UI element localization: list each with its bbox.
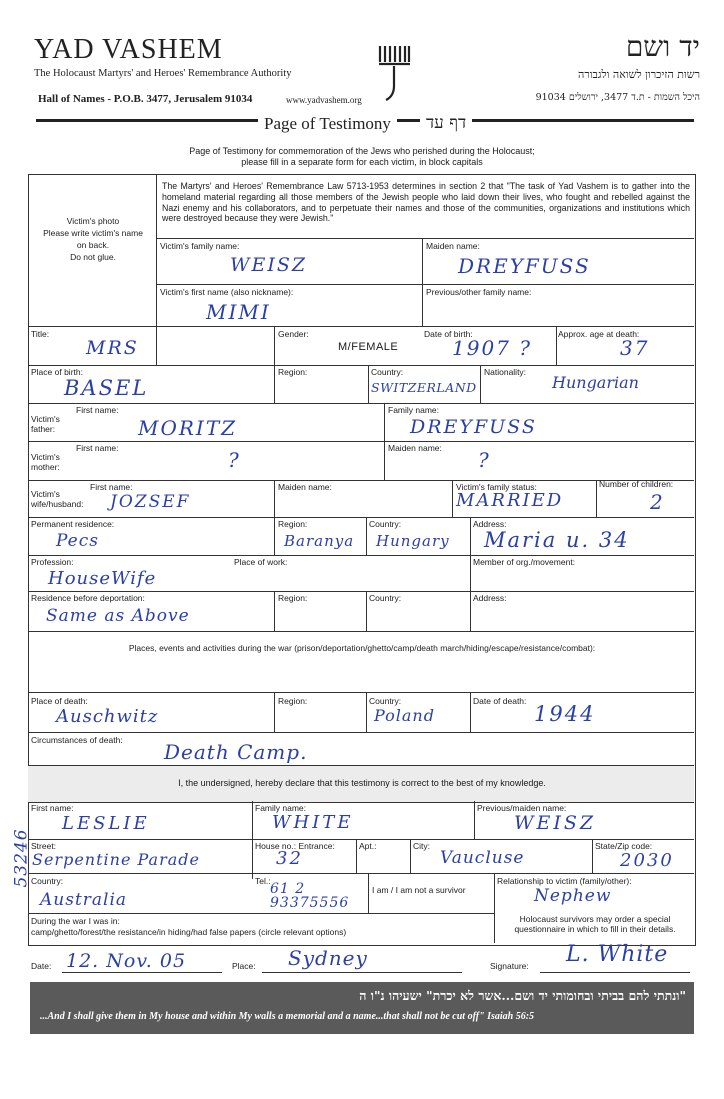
death-country-label: Country:: [369, 696, 402, 706]
father-family-name[interactable]: DREYFUSS: [410, 416, 537, 438]
tel-label: Tel.:: [255, 876, 271, 886]
street[interactable]: Serpentine Parade: [32, 850, 200, 869]
maiden-name[interactable]: DREYFUSS: [458, 254, 591, 278]
number-of-children[interactable]: 2: [650, 490, 665, 514]
wartime-events-label: Places, events and activities during the war (prison/deportation/ghetto/camp/death march/hiding/escape/resistance/combat):: [128, 643, 596, 653]
residence-region-label: Region:: [278, 519, 308, 529]
mother-label-1: Victim's: [31, 452, 60, 462]
title-label: Title:: [31, 329, 50, 339]
victim-family-name-label: Victim's family name:: [160, 241, 240, 251]
victim-first-name-label: Victim's first name (also nickname):: [160, 287, 294, 297]
death-country[interactable]: Poland: [374, 706, 435, 725]
profession-label: Profession:: [31, 557, 74, 567]
spouse-first-name[interactable]: JOZSEF: [110, 492, 191, 512]
residence-city[interactable]: Pecs: [56, 531, 99, 551]
relationship[interactable]: Nephew: [534, 886, 612, 906]
residence-before-deportation-label: Residence before deportation:: [31, 593, 145, 603]
member-of-org-label: Member of org./movement:: [473, 557, 576, 567]
date-of-birth-label: Date of birth:: [424, 329, 473, 339]
victim-family-name[interactable]: WEISZ: [230, 254, 308, 276]
deportation-country-label: Country:: [369, 593, 402, 603]
residence-address[interactable]: Maria u. 34: [484, 528, 630, 552]
house-number[interactable]: 32: [276, 848, 303, 869]
number-of-children-label: Number of children:: [599, 479, 674, 489]
mother-first-name-label: First name:: [76, 443, 119, 453]
hebrew-address: היכל השמות - ת.ד 3477, ירושלים 91034: [535, 92, 700, 103]
during-war-label-2[interactable]: camp/ghetto/forest/the resistance/in hiding/had false papers (circle relevant options): [31, 927, 347, 937]
residence-label: Permanent residence:: [31, 519, 115, 529]
father-label-1: Victim's: [31, 414, 60, 424]
submitter-family-name[interactable]: WHITE: [272, 812, 354, 833]
residence-address-label: Address:: [473, 519, 507, 529]
page-title: Page of Testimony: [258, 114, 397, 134]
birth-region-label: Region:: [278, 367, 308, 377]
signoff-place[interactable]: Sydney: [288, 946, 368, 970]
family-status[interactable]: MARRIED: [456, 490, 564, 511]
photo-box-line-1: Victim's photo: [66, 216, 120, 226]
spouse-label-2: wife/husband:: [31, 499, 84, 509]
gender-label: Gender:: [278, 329, 309, 339]
father-first-name[interactable]: MORITZ: [138, 416, 238, 440]
law-text: The Martyrs' and Heroes' Remembrance Law 5713-1953 determines in section 2 that "The task of Yad Vashem is to gather into the homeland material regarding all those members of the Jewish people who laid down their lives, who fought and rebelled against the Nazi enemy and his collaborators, and to perpetuate their names and those of the communities, organizations and institutions which were destroyed because they were Jewish.": [162, 181, 690, 224]
residence-before-deportation[interactable]: Same as Above: [46, 606, 190, 626]
residence-region[interactable]: Baranya: [284, 532, 355, 550]
submitter-prev-name[interactable]: WEISZ: [514, 812, 597, 834]
house-number-label: House no.: Entrance:: [255, 841, 335, 851]
mother-label-2: mother:: [31, 462, 60, 472]
date-label: Date:: [31, 961, 52, 971]
during-war-label-1: During the war I was in:: [31, 916, 120, 926]
submitter-prev-name-label: Previous/maiden name:: [477, 803, 567, 813]
submitter-country[interactable]: Australia: [40, 890, 128, 910]
page-title-hebrew: דף עד: [420, 113, 472, 133]
intro-line-2: please fill in a separate form for each victim, in block capitals: [241, 157, 483, 167]
date-of-death-label: Date of death:: [473, 696, 527, 706]
family-status-label: Victim's family status:: [456, 482, 537, 492]
org-name: YAD VASHEM: [34, 34, 223, 65]
footer-english-verse: ...And I shall give them in My house and within My walls a memorial and a name...that shall not be cut off" Isaiah 56:5: [40, 1011, 535, 1022]
footer-hebrew-verse: "ונתתי להם בביתי ובחומותי יד ושם...אשר לא יכרת" ישעיהו נ"ו ה: [359, 988, 686, 1003]
submitter-family-name-label: Family name:: [255, 803, 307, 813]
intro-line-1: Page of Testimony for commemoration of the Jews who perished during the Holocaust;: [189, 146, 535, 156]
hebrew-org-subtitle: רשות הזיכרון לשואה ולגבורה: [578, 68, 700, 81]
place-of-death-label: Place of death:: [31, 696, 88, 706]
submitter-first-name-label: First name:: [31, 803, 74, 813]
spouse-maiden-name-label: Maiden name:: [278, 482, 332, 492]
hebrew-org-name: יד ושם: [625, 30, 700, 63]
father-first-name-label: First name:: [76, 405, 119, 415]
residence-country[interactable]: Hungary: [376, 532, 450, 550]
declaration-text: I, the undersigned, hereby declare that this testimony is correct to the best of my knowledge.: [178, 778, 546, 788]
place-of-work-label: Place of work:: [234, 557, 288, 567]
photo-box-line-2: Please write victim's name: [43, 228, 143, 238]
place-of-death[interactable]: Auschwitz: [56, 706, 159, 727]
mother-maiden-name-label: Maiden name:: [388, 443, 442, 453]
spouse-label-1: Victim's: [31, 489, 60, 499]
city-label: City:: [413, 841, 430, 851]
mother-maiden-name[interactable]: ?: [478, 448, 491, 472]
death-region-label: Region:: [278, 696, 308, 706]
place-label: Place:: [232, 961, 256, 971]
previous-family-name-label: Previous/other family name:: [426, 287, 532, 297]
age-at-death[interactable]: 37: [620, 336, 650, 360]
relationship-label: Relationship to victim (family/other):: [497, 876, 632, 886]
survivor-questionnaire-note: Holocaust survivors may order a special questionnaire in which to fill in their details.: [514, 914, 676, 934]
deportation-region-label: Region:: [278, 593, 308, 603]
father-family-name-label: Family name:: [388, 405, 440, 415]
signature-label: Signature:: [490, 961, 529, 971]
apt-label: Apt.:: [359, 841, 377, 851]
residence-country-label: Country:: [369, 519, 402, 529]
street-label: Street:: [31, 841, 57, 851]
margin-record-number: 53246: [11, 828, 32, 888]
deportation-address-label: Address:: [473, 593, 507, 603]
spouse-first-name-label: First name:: [90, 482, 133, 492]
survivor-status[interactable]: I am / I am not a survivor: [372, 885, 466, 895]
org-subtitle: The Holocaust Martyrs' and Heroes' Remembrance Authority: [34, 68, 292, 79]
submitter-first-name[interactable]: LESLIE: [62, 813, 150, 834]
age-at-death-label: Approx. age at death:: [558, 329, 640, 339]
birth-country[interactable]: SWITZERLAND: [371, 380, 477, 395]
profession[interactable]: HouseWife: [48, 568, 157, 589]
father-label-2: father:: [31, 424, 56, 434]
place-of-birth-label: Place of birth:: [31, 367, 83, 377]
telephone[interactable]: 61 2 93375556: [270, 881, 350, 911]
photo-box-line-4: Do not glue.: [70, 252, 116, 262]
hall-of-names-address: Hall of Names - P.O.B. 3477, Jerusalem 91034: [38, 93, 253, 105]
place-of-birth[interactable]: BASEL: [64, 376, 149, 400]
title[interactable]: MRS: [86, 337, 139, 359]
victim-first-name[interactable]: MIMI: [206, 300, 271, 324]
circumstances-of-death[interactable]: Death Camp.: [164, 740, 308, 764]
signature[interactable]: L. White: [566, 942, 669, 967]
signoff-date[interactable]: 12. Nov. 05: [66, 950, 187, 972]
submitter-country-label: Country:: [31, 876, 64, 886]
circumstances-label: Circumstances of death:: [31, 735, 123, 745]
date-of-death[interactable]: 1944: [534, 702, 596, 726]
website: www.yadvashem.org: [286, 95, 362, 105]
city[interactable]: Vaucluse: [440, 848, 525, 868]
mother-first-name[interactable]: ?: [228, 448, 241, 472]
birth-country-label: Country:: [371, 367, 404, 377]
zip-code-label: State/Zip code:: [595, 841, 653, 851]
gender[interactable]: M/FEMALE: [338, 341, 399, 353]
nationality[interactable]: Hungarian: [552, 373, 639, 392]
zip-code[interactable]: 2030: [620, 850, 674, 871]
photo-box-line-3: on back.: [76, 240, 110, 250]
menorah-logo-icon: [376, 40, 412, 104]
date-of-birth[interactable]: 1907 ?: [452, 336, 532, 360]
maiden-name-label: Maiden name:: [426, 241, 480, 251]
nationality-label: Nationality:: [484, 367, 527, 377]
